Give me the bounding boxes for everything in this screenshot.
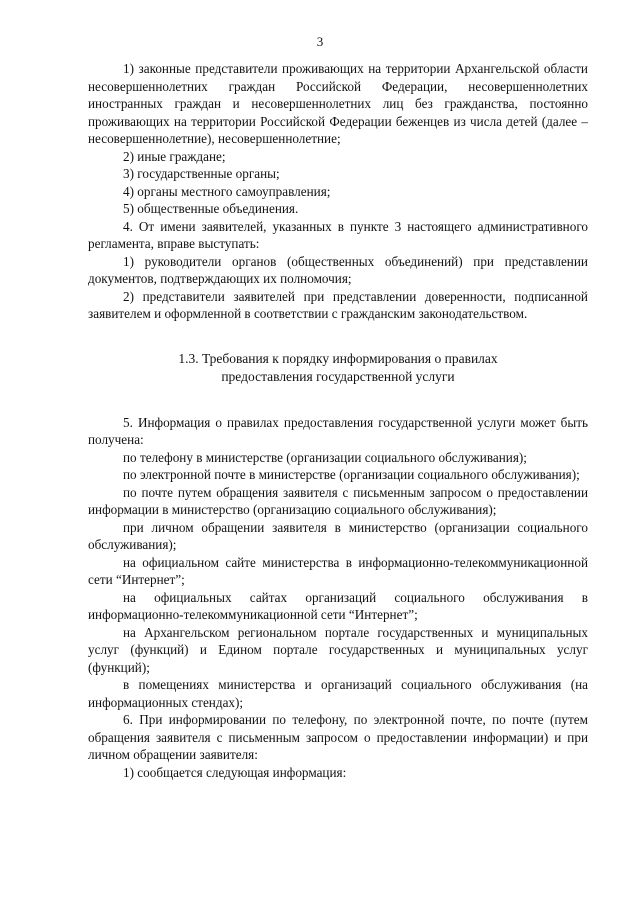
paragraph: 5) общественные объединения. xyxy=(123,201,299,216)
section-heading-line: предоставления государственной услуги xyxy=(221,368,455,384)
paragraph: по телефону в министерстве (организации социального обслуживания); xyxy=(123,449,527,465)
paragraph: 2) иные граждане; xyxy=(123,148,226,164)
paragraph: на Архангельском региональном портале государственных и муниципальных услуг (функций) и Едином портале государственных и муниципальных услуг (функций); xyxy=(88,624,588,675)
paragraph: 2) представители заявителей при представлении доверенности, подписанной заявителем и оформленной в соответствии с гражданским законодательством. xyxy=(88,288,588,321)
paragraph: по электронной почте в министерстве (организации социального обслуживания); xyxy=(123,467,580,482)
section-heading xyxy=(88,350,588,386)
paragraph: по почте путем обращения заявителя с письменным запросом о предоставлении информации в министерство (организацию социального обслуживания); xyxy=(88,484,588,517)
paragraph: на официальных сайтах организаций социального обслуживания в информационно-телекоммуникационной сети “Интернет”; xyxy=(88,589,588,622)
paragraph: 4. От имени заявителей, указанных в пункте 3 настоящего административного регламента, вправе выступать: xyxy=(88,218,588,251)
page-number: 3 xyxy=(316,34,324,49)
section-heading-line: 1.3. Требования к порядку информирования о правилах xyxy=(178,350,498,366)
paragraph: 3) государственные органы; xyxy=(123,166,280,181)
paragraph: при личном обращении заявителя в министерство (организации социального обслуживания); xyxy=(88,519,588,552)
paragraph: 5. Информация о правилах предоставления государственной услуги может быть получена: xyxy=(88,414,588,447)
paragraph: в помещениях министерства и организаций социального обслуживания (на информационных стендах); xyxy=(88,677,588,710)
paragraph: 1) руководители органов (общественных объединений) при представлении документов, подтверждающих их полномочия; xyxy=(88,253,588,286)
paragraph: на официальном сайте министерства в информационно-телекоммуникационной сети “Интернет”; xyxy=(88,554,588,587)
document-body xyxy=(88,60,588,781)
paragraph: 6. При информировании по телефону, по электронной почте, по почте (путем обращения заявителя с письменным запросом о предоставлении информации) и при личном обращении заявителя: xyxy=(88,712,588,762)
paragraph: 1) сообщается следующая информация: xyxy=(123,764,347,780)
paragraph: 4) органы местного самоуправления; xyxy=(123,183,331,199)
paragraph: 1) законные представители проживающих на территории Архангельской области несовершеннолетних граждан Российской Федерации, несовершеннолетних иностранных граждан и несовершеннолетних лиц без гражданства, постоянно проживающих на территории Российской Федерации беженцев из числа детей (далее – несовершеннолетние), несовершеннолетние; xyxy=(88,61,588,146)
